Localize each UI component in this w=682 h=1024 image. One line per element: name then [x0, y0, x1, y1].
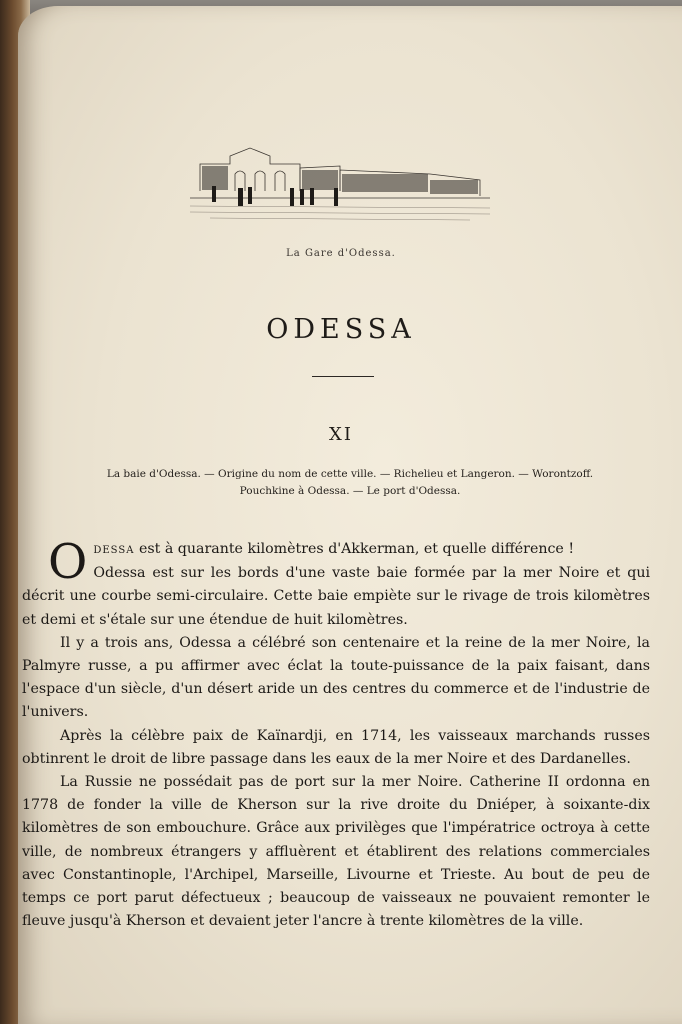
paragraph-1-text: est à quarante kilomètres d'Akkerman, et quelle différence ! — [134, 541, 575, 557]
chapter-summary — [70, 466, 630, 500]
paragraph-3: Il y a trois ans, Odessa a célébré son centenaire et la reine de la mer Noire, la Palmyre russe, a pu affirmer avec éclat la toute-puissance de la paix faisant, dans l'espace d'un siècle, d'un désert aride un des centres du commerce et de l'industrie de l'univers. — [22, 634, 650, 721]
paragraph-2: Odessa est sur les bords d'une vaste baie formée par la mer Noire et qui décrit une courbe semi-circulaire. Cette baie empiète sur le rivage de trois kilomètres et demi et s'étale sur une étendue de huit kilomètres. — [22, 565, 650, 628]
summary-line-2: Pouchkine à Odessa. — Le port d'Odessa. — [239, 485, 461, 497]
illustration-caption: La Gare d'Odessa. — [286, 248, 396, 259]
paragraph-1 — [22, 534, 650, 590]
body-text — [22, 534, 650, 933]
chapter-title: ODESSA — [266, 314, 416, 345]
title-divider — [312, 376, 374, 377]
first-word-smallcaps: DESSA — [93, 545, 135, 556]
summary-line-1: La baie d'Odessa. — Origine du nom de cette ville. — Richelieu et Langeron. — Worontzoff. — [106, 468, 594, 480]
drop-cap: O — [48, 534, 88, 590]
chapter-number: XI — [329, 424, 353, 445]
paragraph-4: Après la célèbre paix de Kaïnardji, en 1714, les vaisseaux marchands russes obtinrent le droit de libre passage dans les eaux de la mer Noire et des Dardanelles. — [22, 727, 650, 767]
paragraph-5: La Russie ne possédait pas de port sur la mer Noire. Catherine II ordonna en 1778 de fonder la ville de Kherson sur la rive droite du Dniéper, à soixante-dix kilomètres de son embouchure. Grâce aux privilèges que l'impératrice octroya à cette ville, de nombreux étrangers y affluèrent et établirent des relations commerciales avec Constantinople, l'Archipel, Marseille, Livourne et Trieste. Au bout de peu de temps ce port parut défectueux ; beaucoup de vaisseaux ne pouvaient remonter le fleuve jusqu'à Kherson et devaient jeter l'ancre à trente kilomètres de la ville. — [22, 774, 650, 930]
station-engraving — [190, 136, 490, 236]
